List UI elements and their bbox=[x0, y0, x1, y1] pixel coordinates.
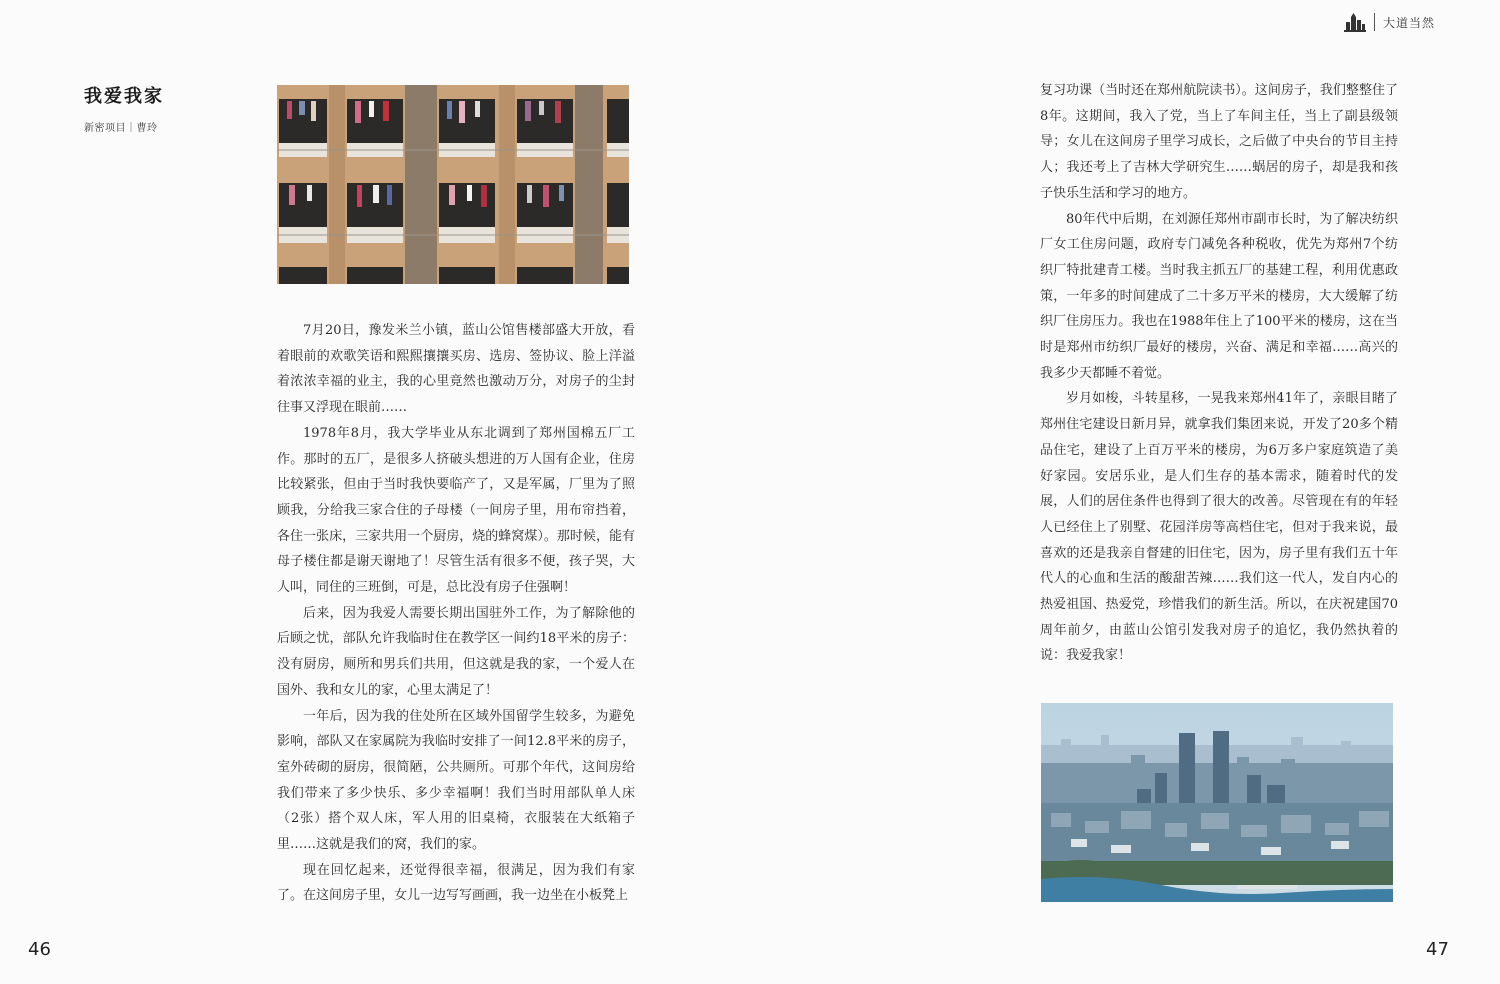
article-title: 我爱我家 bbox=[84, 86, 164, 107]
apartment-balconies-photo bbox=[277, 85, 629, 284]
header-brand bbox=[1344, 10, 1435, 34]
page-number-left: 46 bbox=[28, 939, 51, 960]
left-text-column bbox=[277, 318, 635, 912]
city-aerial-photo bbox=[1041, 703, 1393, 902]
page-number-right: 47 bbox=[1426, 939, 1449, 960]
article-byline: 新密项目｜曹玲 bbox=[84, 123, 158, 134]
paragraph-continuation: 复习功课（当时还在郑州航院读书）。这间房子，我们整整住了8年。这期间，我入了党，当上了车间主任，当上了副县级领导；女儿在这间房子里学习成长，之后做了中央台的节目主持人；我还考上了吉林大学研究生……蜗居的房子，却是我和孩子快乐生活和学习的地方。 bbox=[1040, 83, 1398, 201]
paragraph: 后来，因为我爱人需要长期出国驻外工作，为了解除他的后顾之忧，部队允许我临时住在教学区一间约18平米的房子：没有厨房，厕所和男兵们共用，但这就是我的家，一个爱人在国外、我和女儿的家，心里太满足了！ bbox=[277, 605, 635, 698]
paragraph: 80年代中后期，在刘源任郑州市副市长时，为了解决纺织厂女工住房问题，政府专门减免各种税收，优先为郑州7个纺织厂特批建青工楼。当时我主抓五厂的基建工程，利用优惠政策，一年多的时间建成了二十多万平米的楼房，大大缓解了纺织厂住房压力。我也在1988年住上了100平米的楼房，这在当时是郑州市纺织厂最好的楼房，兴奋、满足和幸福……高兴的我多少天都睡不着觉。 bbox=[1040, 211, 1398, 381]
paragraph: 一年后，因为我的住处所在区域外国留学生较多，为避免影响，部队又在家属院为我临时安排了一间12.8平米的房子，室外砖砌的厨房，很简陋，公共厕所。可那个年代，这间房给我们带来了多少快乐、多少幸福啊！我们当时用部队单人床（2张）搭个双人床，军人用的旧桌椅，衣服装在大纸箱子里……这就是我们的窝，我们的家。 bbox=[277, 708, 635, 853]
paragraph: 岁月如梭，斗转星移，一晃我来郑州41年了，亲眼目睹了郑州住宅建设日新月异，就拿我们集团来说，开发了20多个精品住宅，建设了上百万平米的楼房，为6万多户家庭筑造了美好家园。安居乐业，是人们生存的基本需求，随着时代的发展，人们的居住条件也得到了很大的改善。尽管现在有的年轻人已经住上了别墅、花园洋房等高档住宅，但对于我来说，最喜欢的还是我亲自督建的旧住宅，因为，房子里有我们五十年代人的心血和生活的酸甜苦辣……我们这一代人，发自内心的热爱祖国、热爱党，珍惜我们的新生活。所以，在庆祝建国70周年前夕，由蓝山公馆引发我对房子的追忆，我仍然执着的说：我爱我家！ bbox=[1040, 391, 1398, 664]
paragraph: 7月20日，豫发米兰小镇，蓝山公馆售楼部盛大开放，看着眼前的欢歌笑语和熙熙攘攘买房、选房、签协议、脸上洋溢着浓浓幸福的业主，我的心里竟然也激动万分，对房子的尘封往事又浮现在眼前…… bbox=[277, 323, 635, 416]
header-divider bbox=[1374, 13, 1375, 31]
header-title: 大道当然 bbox=[1383, 15, 1436, 30]
city-skyline-logo-icon bbox=[1344, 12, 1366, 32]
paragraph: 现在回忆起来，还觉得很幸福，很满足，因为我们有家了。在这间房子里，女儿一边写写画画，我一边坐在小板凳上 bbox=[277, 862, 635, 904]
right-text-column bbox=[1040, 78, 1398, 678]
paragraph: 1978年8月，我大学毕业从东北调到了郑州国棉五厂工作。那时的五厂，是很多人挤破头想进的万人国有企业，住房比较紧张，但由于当时我快要临产了，又是军属，厂里为了照顾我，分给我三家合住的子母楼（一间房子里，用布帘挡着，各住一张床，三家共用一个厨房，烧的蜂窝煤）。那时候，能有母子楼住都是谢天谢地了！尽管生活有很多不便，孩子哭，大人叫，同住的三班倒，可是，总比没有房子住强啊！ bbox=[277, 425, 635, 596]
